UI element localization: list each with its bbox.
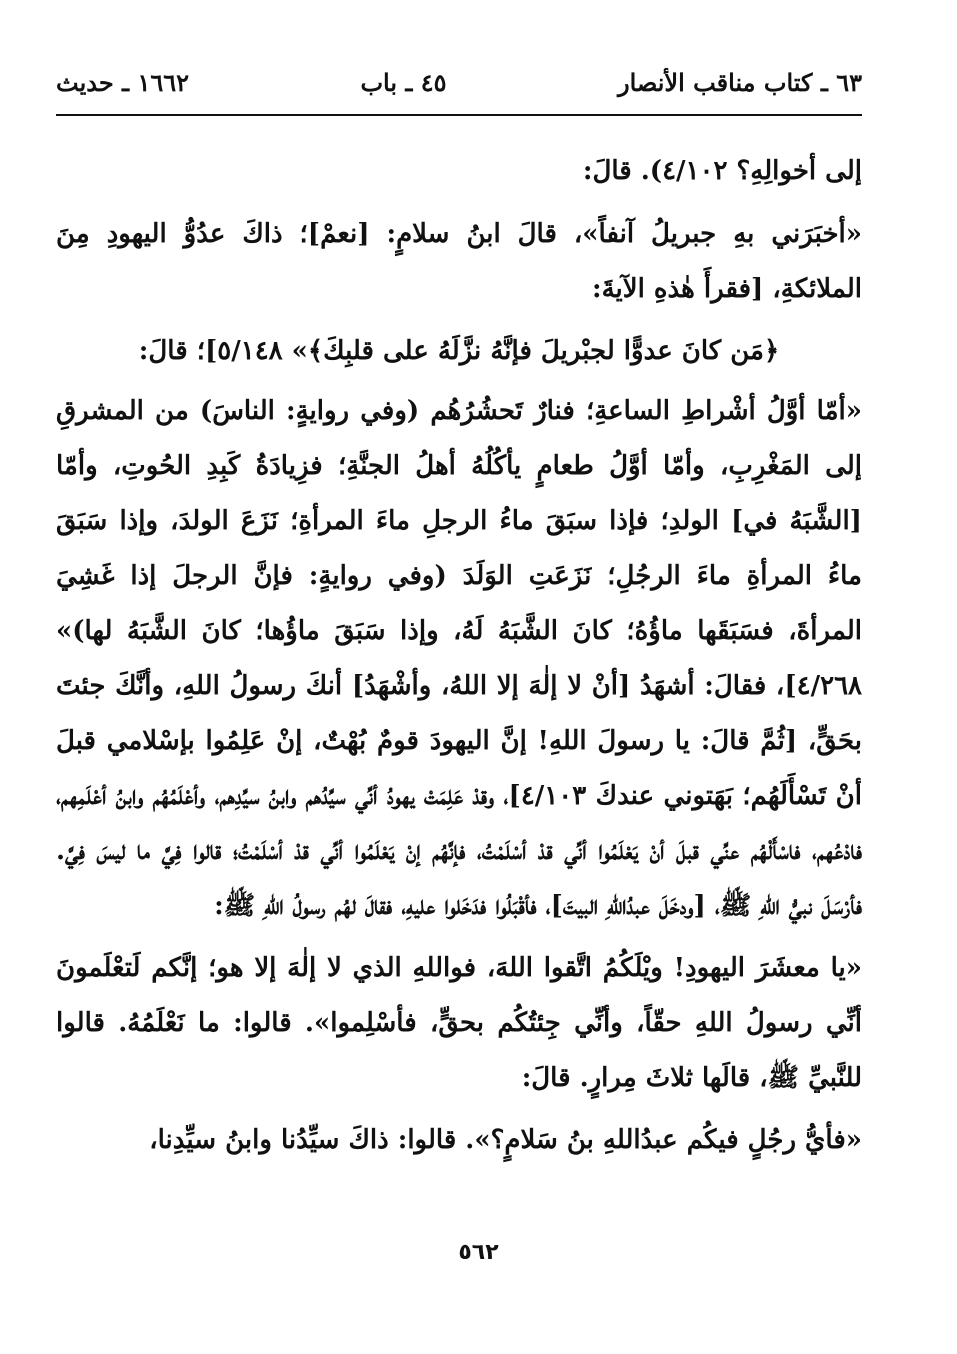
page-number: ٥٦٢ <box>458 1240 499 1265</box>
page-body <box>56 144 862 1175</box>
paragraph-1: إلى أخوالِهِ؟ ٤/١٠٢). قالَ: <box>582 156 862 186</box>
paragraph-2: «أخبَرَني بهِ جبريلُ آنفاً»، قالَ ابنُ سلامٍ: [نعمْ]؛ ذاكَ عدُوُّ اليهودِ مِنَ الملائكةِ، [فقرأَ هٰذهِ الآيةَ: <box>56 219 862 304</box>
paragraph-4: «أمّا أوَّلُ أشْراطِ الساعةِ؛ فنارٌ تَحشُرُهُم (وفي روايةٍ: الناسَ) من المشرقِ إلى المَغْرِبِ، وأمّا أوَّلُ طعامٍ يأكُلُهُ أهلُ الجنَّةِ؛ فزِيادَةُ كَبِدِ الحُوتِ، وأمّا [الشَّبَهُ في] الولدِ؛ فإذا سبَقَ ماءُ الرجلِ ماءَ المرأةِ؛ نَزَعَ الولدَ، وإذا سَبَقَ ماءُ المرأةِ ماءَ الرجُلِ؛ نَزَعَتِ الوَلَدَ (وفي روايةٍ: فإنَّ الرجلَ إذا غَشِيَ المرأةَ، فسَبَقَها ماؤُهُ؛ كانَ الشَّبَهُ لَهُ، وإذا سَبَقَ ماؤُها؛ كانَ الشَّبَهُ لها)» ٤/٢٦٨]، فقالَ: أشهَدُ [أنْ لا إلٰهَ إلا اللهُ، وأشْهَدُ] أنكَ رسولُ اللهِ، وأنَّكَ جئتَ بحَقٍّ، [ثُمَّ قالَ: يا رسولَ اللهِ! إنَّ اليهودَ قومٌ بُهْتٌ، إنْ عَلِمُوا بإسْلامي قبلَ أنْ تَسْأَلَهُم؛ بَهَتوني عندكَ ٤/١٠٣]، وقدْ عَلِمَتْ يهودُ أنِّي سيِّدُهم وابنُ سيِّدِهم، وأعْلَمُهُم وابنُ أعْلَمِهم، فادْعُهم، فاسْأَلْهُم عنِّي قبلَ أنْ يَعْلَمُوا أنِّي قدْ أسْلَمْتُ، فإنَّهُم إنْ يَعْلَمُوا أنِّي قدْ أسْلَمْتُ؛ قالوا فِيَّ ما ليسَ فِيَّ. فأرْسَلَ نبيُّ اللهِ ﷺ، [ودخَلَ عبدُاللهِ البيتَ]، فأقْبَلُوا فدَخَلوا عليهِ، فقالَ لهُم رسولُ اللهِ ﷺ: <box>56 396 862 921</box>
running-header <box>56 62 862 102</box>
paragraph-5: «يا معشَرَ اليهودِ! ويْلَكُمُ اتَّقوا اللهَ، فواللهِ الذي لا إلٰهَ إلا هو؛ إنَّكم لَتعْلَمونَ أنِّي رسولُ اللهِ حقّاً، وأنِّي جِئتُكُم بحقٍّ، فأسْلِموا». قالوا: ما نَعْلَمُهُ. قالوا للنَّبيِّ ﷺ، قالَها ثلاثَ مِرارٍ. قالَ: <box>56 953 862 1093</box>
header-chapter: ٤٥ ـ باب <box>360 67 447 97</box>
header-book-title: ٦٣ ـ كتاب مناقب الأنصار <box>617 67 862 97</box>
header-hadith-number: ١٦٦٢ ـ حديث <box>56 67 189 97</box>
header-divider <box>56 114 862 116</box>
paragraph-6: «فأيُّ رجُلٍ فيكُم عبدُاللهِ بنُ سَلامٍ؟». قالوا: ذاكَ سيِّدُنا وابنُ سيِّدِنا، <box>149 1125 862 1155</box>
quran-verse-paragraph: ﴿مَن كانَ عدوًّا لجبْريلَ فإنَّهُ نزَّلَهُ على قلبِكَ﴾» ٥/١٤٨]؛ قالَ: <box>138 336 780 366</box>
